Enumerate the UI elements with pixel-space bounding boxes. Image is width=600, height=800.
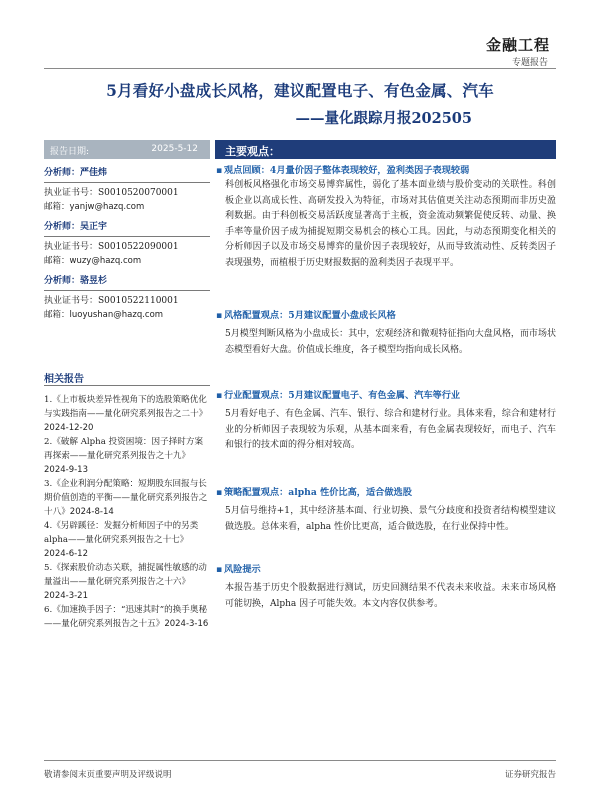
square-bullet-icon: ▪ [216,390,223,401]
report-type: 专题报告 [511,58,548,68]
related-report-item[interactable] [44,519,210,561]
section-title [216,563,556,577]
analyst-divider [44,182,210,183]
related-report-date: 2024-8-14 [69,507,114,517]
square-bullet-icon: ▪ [216,310,223,321]
related-reports-divider [44,385,210,386]
related-report-text: 1.《上市板块差异性视角下的选股策略优化与实践指南——量化研究系列报告之二十》 [44,395,208,419]
analyst-card [44,274,210,322]
related-report-text: 5.《探索股价动态关联，捕捉属性敏感的动量溢出——量化研究系列报告之十六》 [44,563,207,587]
related-report-item[interactable] [44,561,210,603]
section-title-text: 行业配置观点：5月建议配置电子、有色金属、汽车等行业 [224,390,461,401]
related-report-text: 2.《破解 Alpha 投资困境：因子择时方案再探索——量化研究系列报告之十九》 [44,437,204,461]
section-title [216,164,556,178]
related-report-text: 3.《企业利润分配策略：短期股东回报与长期价值创造的平衡——量化研究系列报告之十八》 [44,479,208,517]
related-report-date: 2024-3-16 [164,619,209,629]
report-title: 5月看好小盘成长风格，建议配置电子、有色金属、汽车 [106,81,494,100]
section-title [216,486,556,500]
related-report-item[interactable] [44,393,210,435]
section-title-text: 观点回顾：4月量价因子整体表现较好，盈利类因子表现较弱 [224,165,470,176]
report-date-value: 2025-5-12 [151,144,198,154]
section-title [216,389,556,403]
analyst-license: 执业证书号：S0010522110001 [44,296,179,306]
related-report-text: 4.《另辟蹊径：发掘分析师因子中的另类 alpha——量化研究系列报告之十七》 [44,521,199,545]
square-bullet-icon: ▪ [216,564,223,575]
footer-divider [44,760,556,761]
analyst-email[interactable]: 邮箱：wuzy@hazq.com [44,256,142,266]
section-title [216,309,556,323]
analyst-divider [44,290,210,291]
analyst-name: 分析师：吴正宇 [44,222,108,232]
related-report-item[interactable] [44,435,210,477]
footer-report-label: 证券研究报告 [504,770,556,780]
square-bullet-icon: ▪ [216,165,223,176]
related-reports-title: 相关报告 [44,374,84,385]
brand-name: 金融工程 [485,36,550,54]
analyst-license: 执业证书号：S0010520070001 [44,188,179,198]
report-date-label: 报告日期: [50,147,90,157]
related-report-date: 2024-3-21 [44,591,88,601]
main-points-heading-bar [215,140,556,159]
header-divider [44,68,556,69]
section-style-allocation [216,309,556,358]
section-title-text: 风险提示 [224,564,261,575]
footer-disclaimer: 敬请参阅末页重要声明及评级说明 [44,770,172,780]
related-report-item[interactable] [44,477,210,519]
related-report-date: 2024-9-13 [44,465,88,475]
related-report-item[interactable] [44,603,210,631]
section-body: 5月看好电子、有色金属、汽车、银行、综合和建材行业。具体来看，综合和建材行业的分析师因子表现较为乐观，从基本面来看，有色金属表现较好，而电子、汽车和银行的技术面的得分相对较高。 [225,409,556,450]
main-points-heading: 主要观点： [225,145,280,158]
related-reports-list [44,393,210,631]
section-strategy-allocation [216,486,556,535]
analyst-email[interactable]: 邮箱：luoyushan@hazq.com [44,310,164,320]
section-body: 5月模型判断风格为小盘成长：其中，宏观经济和微观特征指向大盘风格，而市场状态模型看好大盘。价值成长维度，各子模型均指向成长风格。 [225,329,556,355]
analyst-name: 分析师：严佳炜 [44,168,108,178]
analyst-divider [44,236,210,237]
related-report-text: 6.《加速换手因子：“迅速其时”的换手奥秘——量化研究系列报告之十五》 [44,605,208,629]
section-industry-allocation [216,389,556,454]
section-review [216,164,556,271]
report-subtitle: ——量化跟踪月报202505 [295,110,472,127]
related-report-date: 2024-6-12 [44,549,88,559]
analyst-email[interactable]: 邮箱：yanjw@hazq.com [44,202,145,212]
section-risk-warning [216,563,556,612]
related-report-date: 2024-12-20 [44,423,94,433]
section-body: 5月信号维持+1，其中经济基本面、行业切换、景气分歧度和投资者结构模型建议做选股。总体来看，alpha 性价比更高，适合做选股，在行业保持中性。 [225,506,556,532]
report-date-bar [44,140,210,159]
analyst-card [44,220,210,268]
section-title-text: 风格配置观点：5月建议配置小盘成长风格 [224,310,396,321]
analyst-name: 分析师：骆昱杉 [44,276,108,286]
section-title-text: 策略配置观点：alpha 性价比高，适合做选股 [224,487,412,498]
section-body: 科创板风格强化市场交易博弈属性，弱化了基本面业绩与股价变动的关联性。科创板企业以高成长性、高研发投入为特征，市场对其估值更关注动态预期而非历史盈利数据。由于科创板交易活跃度显著高于主板，资金流动频繁促使反转、动量、换手率等量价因子成为捕捉短期交易机会的核心工具。因此，与动态预期变化相关的分析师因子以及市场交易博弈的量价因子表现较好，从而导致流动性、反转类因子表现强势，而植根于历史财报数据的盈利类因子表现平平。 [225,180,556,268]
analyst-card [44,166,210,214]
analyst-license: 执业证书号：S0010522090001 [44,242,179,252]
square-bullet-icon: ▪ [216,487,223,498]
section-body: 本报告基于历史个股数据进行测试，历史回测结果不代表未来收益。未来市场风格可能切换，Alpha 因子可能失效。本文内容仅供参考。 [225,583,556,609]
